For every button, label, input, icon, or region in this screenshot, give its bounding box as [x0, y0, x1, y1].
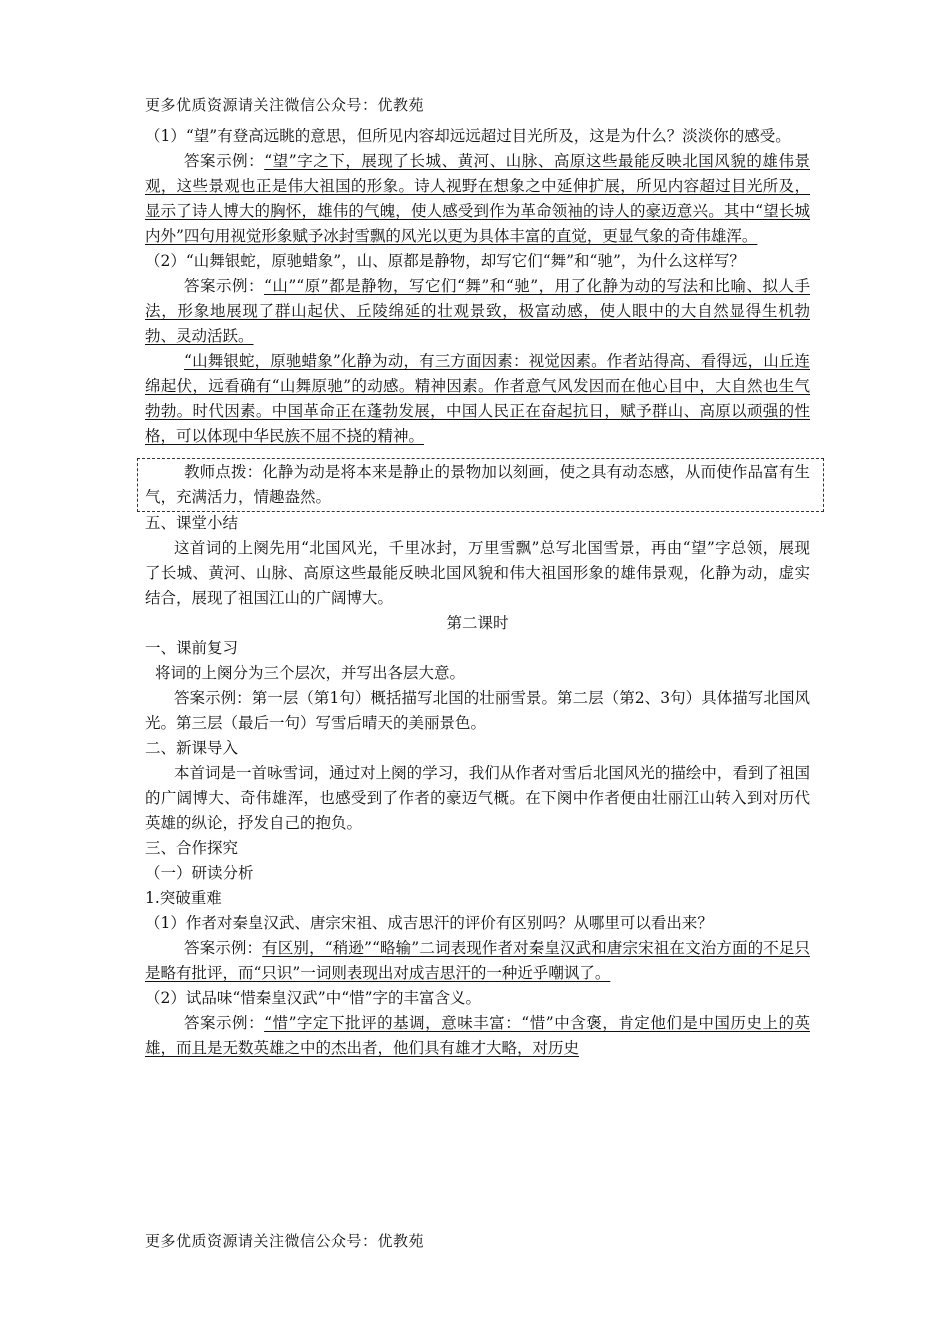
summary-heading: 五、课堂小结 — [145, 514, 239, 532]
answer-label: 答案示例： — [184, 1014, 265, 1032]
question-3: （1）作者对秦皇汉武、唐宗宋祖、成吉思汗的评价有区别吗？从哪里可以看出来？ — [145, 914, 713, 932]
question-2: （2）“山舞银蛇，原驰蜡象”，山、原都是静物，却写它们“舞”和“驰”，为什么这样写？ — [145, 252, 745, 270]
answer-label: 答案示例： — [184, 939, 263, 957]
lesson-title: 第二课时 — [446, 614, 509, 632]
document-body — [145, 124, 810, 1061]
answer-text: “惜”字定下批评的基调，意味丰富：“惜”中含褒，肯定他们是中国历史上的英雄，而且是无数英雄之中的杰出者，他们具有雄才大略，对历史 — [145, 1014, 810, 1057]
point-heading: 1.突破重难 — [145, 889, 222, 907]
answer-text: “望”字之下，展现了长城、黄河、山脉、高原这些最能反映北国风貌的雄伟景观，这些景观也正是伟大祖国的形象。诗人视野在想象之中延伸扩展，所见内容超过目光所及，显示了诗人博大的胸怀，雄伟的气魄，使人感受到作为革命领袖的诗人的豪迈意兴。其中“望长城内外”四句用视觉形象赋予冰封雪飘的风光以更为具体丰富的直觉，更显气象的奇伟雄浑。 — [145, 152, 810, 245]
answer-4 — [145, 1011, 810, 1061]
review-heading: 一、课前复习 — [145, 639, 239, 657]
answer-text: 有区别，“稍逊”“略输”二词表现作者对秦皇汉武和唐宗宋祖在文治方面的不足只是略有批评，而“只识”一词则表现出对成吉思汗的一种近乎嘲讽了。 — [145, 939, 810, 982]
answer-text: “山”“原”都是静物，写它们“舞”和“驰”，用了化静为动的写法和比喻、拟人手法，形象地展现了群山起伏、丘陵绵延的壮观景致，极富动感，使人眼中的大自然显得生机勃勃、灵动活跃。 — [145, 277, 810, 345]
sub-heading: （一）研读分析 — [145, 864, 254, 882]
intro-heading: 二、新课导入 — [145, 739, 239, 757]
review-answer: 答案示例：第一层（第1句）概括描写北国的壮丽雪景。第二层（第2、3句）具体描写北国风光。第三层（最后一句）写雪后晴天的美丽景色。 — [145, 689, 810, 732]
page-footer: 更多优质资源请关注微信公众号：优教苑 — [145, 1232, 425, 1250]
answer-1 — [145, 149, 810, 249]
question-4: （2）试品味“惜秦皇汉武”中“惜”字的丰富含义。 — [145, 989, 482, 1007]
page-header: 更多优质资源请关注微信公众号：优教苑 — [145, 96, 425, 114]
intro-text: 本首词是一首咏雪词，通过对上阕的学习，我们从作者对雪后北国风光的描绘中，看到了祖国的广阔博大、奇伟雄浑，也感受到了作者的豪迈气概。在下阕中作者便由壮丽江山转入到对历代英雄的纵论，抒发自己的抱负。 — [145, 764, 810, 832]
summary-text: 这首词的上阕先用“北国风光，千里冰封，万里雪飘”总写北国雪景，再由“望”字总领，展现了长城、黄河、山脉、高原这些最能反映北国风貌和伟大祖国形象的雄伟景观，化静为动，虚实结合，展现了祖国江山的广阔博大。 — [145, 539, 810, 607]
teacher-tip-box — [141, 460, 814, 510]
answer-2-extra — [145, 349, 810, 449]
question-1: （1）“望”有登高远眺的意思，但所见内容却远远超过目光所及，这是为什么？淡淡你的感受。 — [145, 127, 791, 145]
answer-2 — [145, 274, 810, 349]
answer-label: 答案示例： — [184, 277, 264, 295]
answer-extra-text: “山舞银蛇，原驰蜡象”化静为动，有三方面因素：视觉因素。作者站得高、看得远，山丘连绵起伏，远看确有“山舞原驰”的动感。精神因素。作者意气风发因而在他心目中，大自然也生气勃勃。时代因素。中国革命正在蓬勃发展，中国人民正在奋起抗日，赋予群山、高原以顽强的性格，可以体现中华民族不屈不挠的精神。 — [145, 352, 810, 445]
review-task: 将词的上阕分为三个层次，并写出各层大意。 — [155, 664, 466, 682]
answer-label: 答案示例： — [184, 152, 265, 170]
teacher-tip: 教师点拨：化静为动是将本来是静止的景物加以刻画，使之具有动态感，从而使作品富有生气，充满活力，情趣盎然。 — [145, 463, 810, 506]
explore-heading: 三、合作探究 — [145, 839, 239, 857]
answer-3 — [145, 936, 810, 986]
